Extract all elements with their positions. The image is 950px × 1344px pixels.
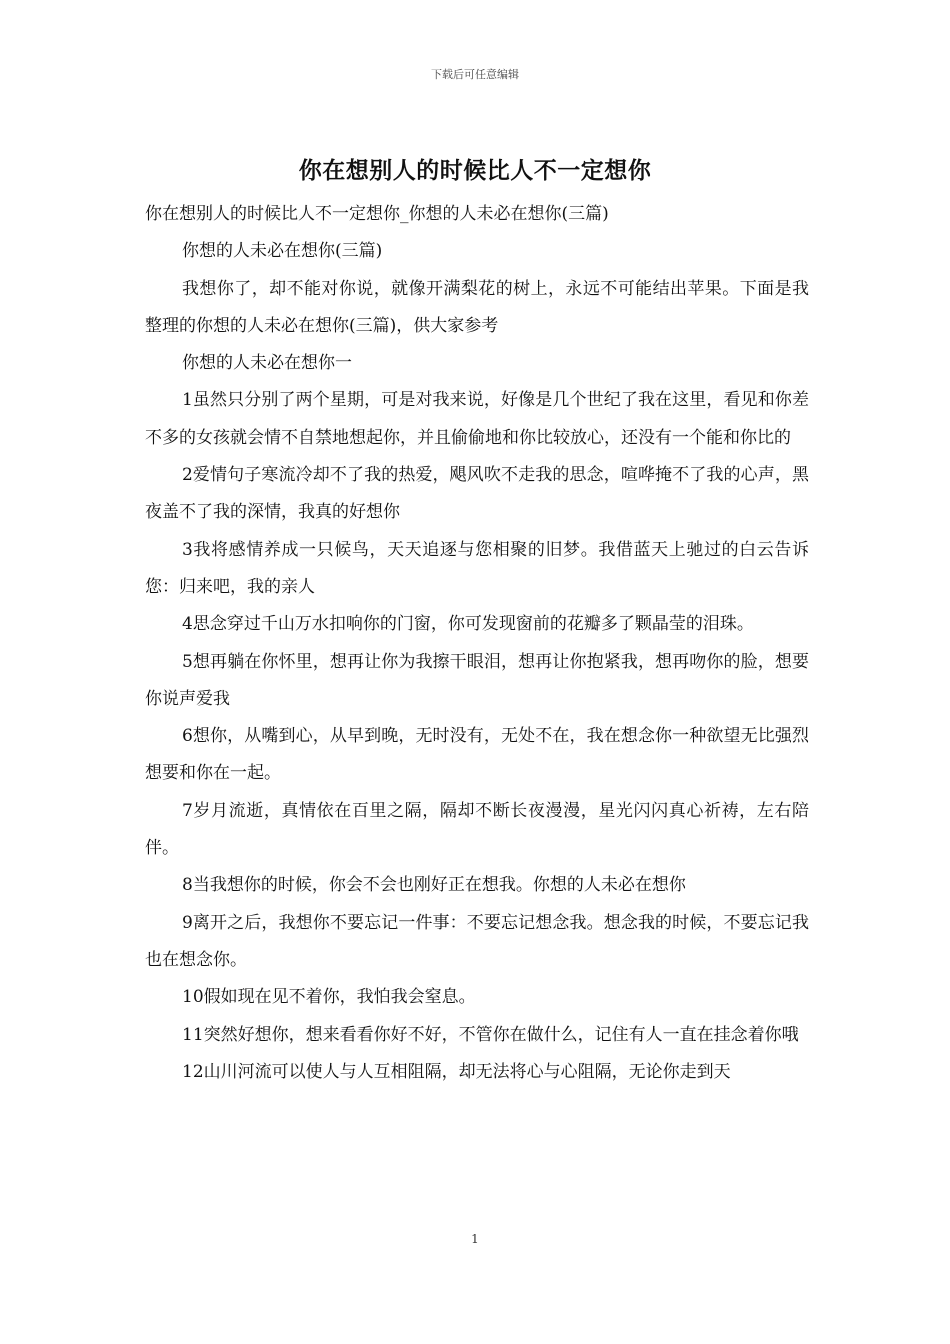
- paragraph: 我想你了，却不能对你说，就像开满梨花的树上，永远不可能结出苹果。下面是我整理的你想的人未必在想你(三篇)，供大家参考: [145, 278, 809, 336]
- paragraph: 10假如现在见不着你，我怕我会窒息。: [182, 987, 476, 1008]
- paragraph: 5想再躺在你怀里，想再让你为我擦干眼泪，想再让你抱紧我，想再吻你的脸，想要你说声爱我: [145, 651, 809, 709]
- page-number: 1: [471, 1232, 479, 1246]
- paragraph: 你想的人未必在想你一: [182, 353, 352, 374]
- page-header-note: 下载后可任意编辑: [431, 68, 519, 81]
- paragraph: 4思念穿过千山万水扣响你的门窗，你可发现窗前的花瓣多了颗晶莹的泪珠。: [182, 614, 754, 635]
- document-title: 你在想别人的时候比人不一定想你: [298, 158, 652, 184]
- paragraph: 你想的人未必在想你(三篇): [182, 241, 383, 262]
- paragraph: 11突然好想你，想来看看你好不好，不管你在做什么，记住有人一直在挂念着你哦: [182, 1024, 799, 1045]
- paragraph: 6想你，从嘴到心，从早到晚，无时没有，无处不在，我在想念你一种欲望无比强烈想要和你在一起。: [145, 726, 809, 784]
- paragraph: 2爱情句子寒流冷却不了我的热爱，飓风吹不走我的思念，喧哗掩不了我的心声，黑夜盖不了我的深情，我真的好想你: [145, 465, 809, 523]
- paragraph: 3我将感情养成一只候鸟，天天追逐与您相聚的旧梦。我借蓝天上驰过的白云告诉您：归来吧，我的亲人: [145, 539, 809, 597]
- paragraph: 1虽然只分别了两个星期，可是对我来说，好像是几个世纪了我在这里，看见和你差不多的女孩就会情不自禁地想起你，并且偷偷地和你比较放心，还没有一个能和你比的: [145, 390, 809, 448]
- document-body: [145, 196, 809, 1091]
- paragraph: 你在想别人的时候比人不一定想你_你想的人未必在想你(三篇): [145, 204, 609, 224]
- paragraph: 12山川河流可以使人与人互相阻隔，却无法将心与心阻隔，无论你走到天: [182, 1061, 731, 1082]
- paragraph: 7岁月流逝，真情依在百里之隔，隔却不断长夜漫漫，星光闪闪真心祈祷，左右陪伴。: [145, 800, 809, 859]
- paragraph: 8当我想你的时候，你会不会也刚好正在想我。你想的人未必在想你: [182, 875, 686, 896]
- paragraph: 9离开之后，我想你不要忘记一件事：不要忘记想念我。想念我的时候，不要忘记我也在想念你。: [145, 912, 809, 970]
